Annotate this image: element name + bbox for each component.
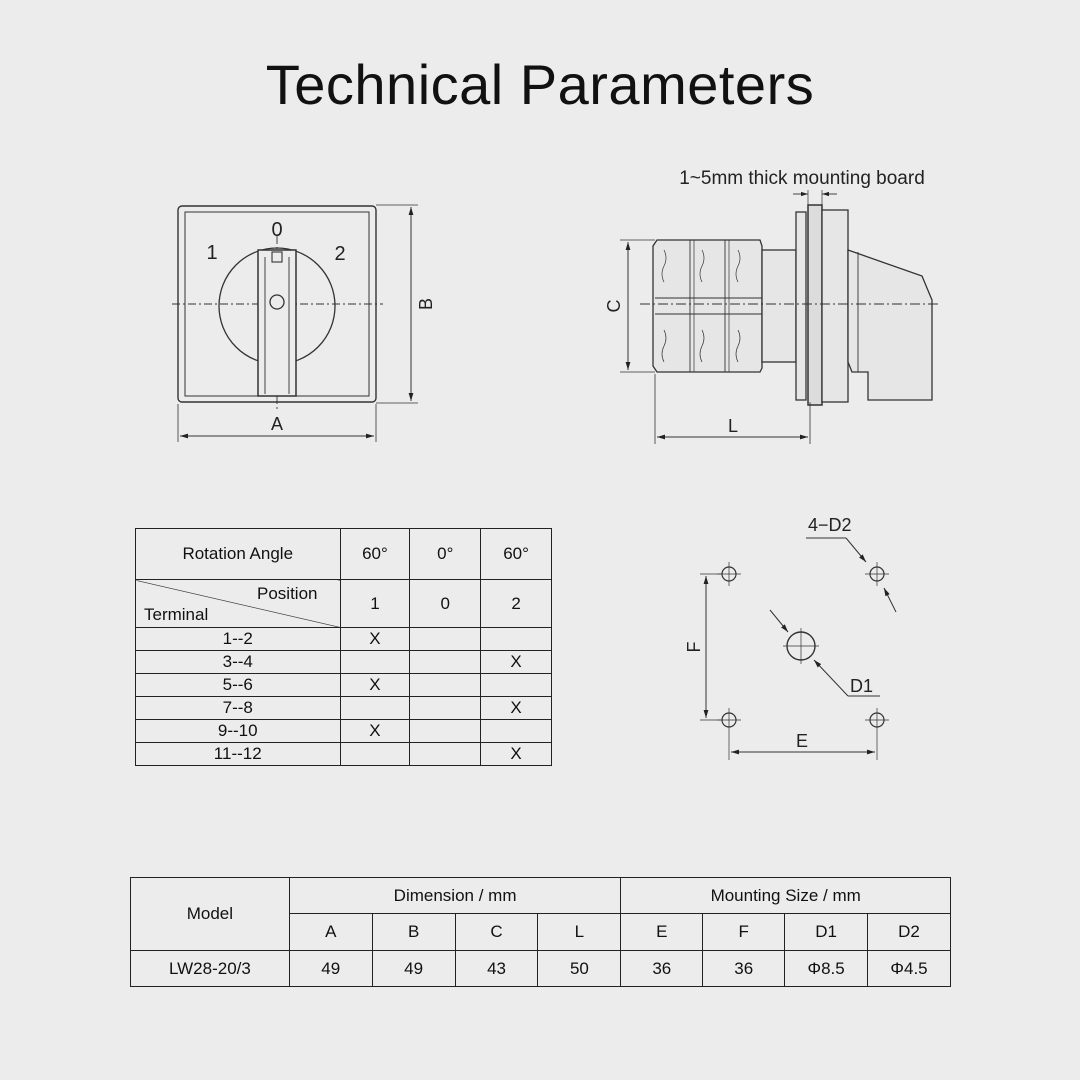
position-label: Position [257,584,318,603]
position-cell: 2 [481,580,552,628]
label-d1: D1 [850,676,874,696]
table-row [136,674,552,697]
label-e: E [795,731,809,751]
column-header: F [703,914,785,951]
contact-cell: X [481,651,552,674]
contact-cell: X [481,743,552,766]
mounting-board-note: 1~5mm thick mounting board [679,168,925,189]
value-cell: 36 [703,951,785,987]
value-cell: Φ8.5 [785,951,868,987]
value-cell: 50 [538,951,621,987]
contact-cell [340,743,410,766]
terminal-cell: 7--8 [136,697,341,720]
angle-cell: 0° [410,529,481,580]
column-header: D2 [868,914,951,951]
contact-cell: X [481,697,552,720]
mounting-board [808,205,822,405]
position-label-2: 2 [334,243,346,265]
table-row [131,951,951,987]
mounting-plate-front [796,212,806,400]
position-label-1: 1 [206,242,218,264]
contact-cell [410,628,481,651]
value-cell: 36 [621,951,703,987]
contact-cell [410,697,481,720]
position-cell: 0 [410,580,481,628]
position-terminal-header [136,580,341,628]
position-label-0: 0 [271,219,283,241]
terminal-cell: 3--4 [136,651,341,674]
value-cell: Φ4.5 [868,951,951,987]
knob-handle [258,250,296,396]
contact-cell [481,628,552,651]
side-view [620,190,940,444]
column-header: L [538,914,621,951]
terminal-cell: 1--2 [136,628,341,651]
mounting-group-header: Mounting Size / mm [621,878,951,914]
contact-cell: X [340,628,410,651]
table-row [136,651,552,674]
table-row [136,628,552,651]
column-header: D1 [785,914,868,951]
switch-position-table [135,528,552,766]
table-row [136,697,552,720]
terminal-cell: 11--12 [136,743,341,766]
contact-cell [340,651,410,674]
value-cell: 49 [372,951,455,987]
contact-cell [481,720,552,743]
contact-cell: X [340,674,410,697]
angle-cell: 60° [340,529,410,580]
spacer-block [762,250,796,362]
mounting-view [700,538,896,760]
table-row [136,743,552,766]
dimension-group-header: Dimension / mm [289,878,621,914]
rotation-angle-label: Rotation Angle [136,529,341,580]
terminal-label: Terminal [144,605,209,624]
dimension-b-label: B [416,297,436,311]
page-title: Technical Parameters [265,53,815,116]
column-header: E [621,914,703,951]
contact-cell [410,720,481,743]
contact-cell [410,674,481,697]
position-cell: 1 [340,580,410,628]
column-header: A [289,914,372,951]
model-header: Model [131,878,290,951]
bezel [822,210,848,402]
contact-cell [481,674,552,697]
side-knob [848,250,932,400]
dimension-a-label: A [270,414,284,434]
label-4-d2: 4−D2 [808,515,852,535]
contact-cell [410,651,481,674]
angle-cell: 60° [481,529,552,580]
dimension-c-label: C [604,299,624,313]
front-view [172,205,418,442]
terminal-cell: 9--10 [136,720,341,743]
column-header: C [455,914,538,951]
value-cell: 43 [455,951,538,987]
value-cell: 49 [289,951,372,987]
label-f: F [684,641,704,653]
model-cell: LW28-20/3 [131,951,290,987]
contact-cell [410,743,481,766]
terminal-cell: 5--6 [136,674,341,697]
cam-stack-body [653,240,762,372]
table-row [136,720,552,743]
dimension-l-label: L [727,416,739,436]
contact-cell: X [340,720,410,743]
dimension-table [130,877,951,987]
contact-cell [340,697,410,720]
column-header: B [372,914,455,951]
